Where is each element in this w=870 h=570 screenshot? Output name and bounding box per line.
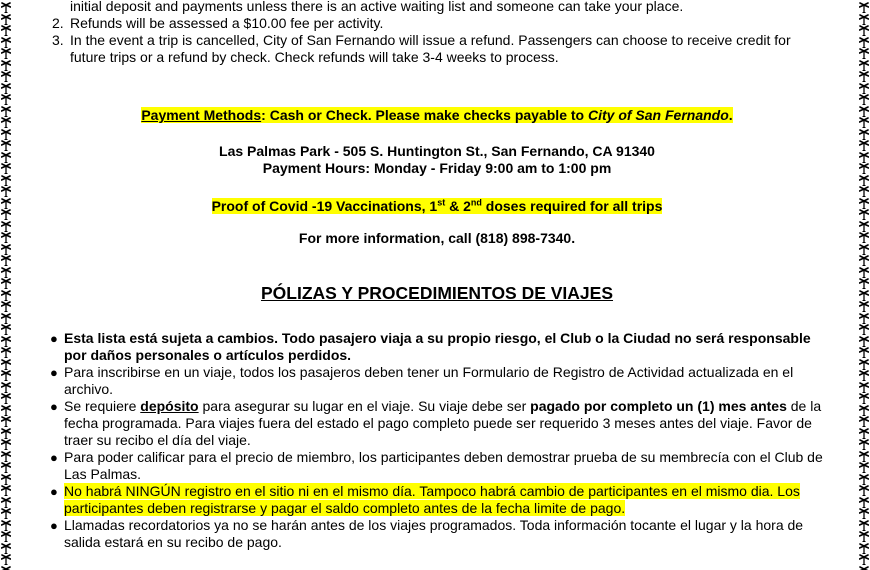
policy-bullet-1	[48, 330, 824, 364]
palm-tree-icon	[1, 138, 11, 150]
payment-colon: :	[261, 107, 266, 123]
palm-tree-icon	[1, 23, 11, 35]
palm-tree-icon	[859, 173, 869, 185]
palm-tree-icon	[1, 552, 11, 564]
palm-tree-icon	[859, 46, 869, 58]
covid-text-c: doses required for all trips	[481, 197, 663, 214]
palm-tree-icon	[859, 138, 869, 150]
palm-tree-icon	[1, 437, 11, 449]
bullet-text-part: Se requiere	[64, 398, 141, 414]
palm-tree-icon	[859, 311, 869, 323]
policy-bullet-3	[48, 398, 824, 449]
palm-tree-icon	[1, 299, 11, 311]
palm-tree-icon	[859, 426, 869, 438]
palm-tree-icon	[1, 69, 11, 81]
bullet-text-highlighted: No habrá NINGÚN registro en el sitio ni en el mismo día. Tampoco habrá cambio de participantes en el mismo dia. Los participantes deben registrarse y pagar el saldo completo antes de la fecha limite de pago.	[64, 483, 800, 516]
bullet-icon: ●	[50, 450, 58, 465]
palm-tree-icon	[1, 104, 11, 116]
item-number: 2.	[52, 15, 64, 31]
bullet-icon: ●	[50, 518, 58, 533]
palm-tree-icon	[859, 23, 869, 35]
payment-end: .	[728, 107, 733, 123]
palm-tree-icon	[859, 207, 869, 219]
palm-tree-icon	[859, 368, 869, 380]
palm-tree-icon	[859, 288, 869, 300]
palm-tree-icon	[859, 541, 869, 553]
palm-tree-icon	[1, 518, 11, 530]
info-phone: For more information, call (818) 898-7340.	[298, 230, 576, 246]
payment-methods-line	[48, 107, 826, 124]
policy-bullet-5	[48, 483, 824, 517]
palm-tree-icon	[1, 207, 11, 219]
policy-bullet-4	[48, 449, 824, 483]
spanish-section-title: PÓLIZAS Y PROCEDIMIENTOS DE VIAJES	[260, 283, 614, 303]
palm-tree-icon	[1, 253, 11, 265]
palm-tree-icon	[859, 35, 869, 47]
right-palm-border	[858, 0, 870, 570]
palm-tree-icon	[859, 58, 869, 70]
palm-tree-icon	[859, 92, 869, 104]
covid-requirement	[48, 194, 826, 215]
palm-tree-icon	[859, 518, 869, 530]
palm-tree-icon	[1, 311, 11, 323]
palm-tree-icon	[859, 161, 869, 173]
palm-tree-icon	[1, 242, 11, 254]
palm-tree-icon	[859, 357, 869, 369]
palm-tree-icon	[1, 368, 11, 380]
palm-tree-icon	[1, 345, 11, 357]
bullet-icon: ●	[50, 365, 58, 380]
palm-tree-icon	[1, 81, 11, 93]
palm-tree-icon	[1, 483, 11, 495]
palm-tree-icon	[1, 564, 11, 570]
palm-tree-icon	[859, 449, 869, 461]
bullet-text: Para poder calificar para el precio de miembro, los participantes deben demostrar prueba de su membrecía con el Club de Las Palmas.	[64, 449, 823, 482]
bullet-text: Esta lista está sujeta a cambios. Todo pasajero viaja a su propio riesgo, el Club o la Ciudad no será responsable por daños personales o artículos perdidos.	[64, 330, 811, 363]
palm-tree-icon	[859, 414, 869, 426]
palm-tree-icon	[859, 391, 869, 403]
palm-tree-icon	[1, 173, 11, 185]
palm-tree-icon	[1, 276, 11, 288]
palm-tree-icon	[1, 115, 11, 127]
palm-tree-icon	[859, 437, 869, 449]
palm-tree-icon	[1, 334, 11, 346]
covid-text-b: & 2	[445, 197, 471, 214]
palm-tree-icon	[859, 472, 869, 484]
numbered-item-3	[48, 32, 824, 66]
palm-tree-icon	[1, 161, 11, 173]
bullet-icon: ●	[50, 399, 58, 414]
item-number: 3.	[52, 32, 64, 48]
palm-tree-icon	[859, 127, 869, 139]
palm-tree-icon	[859, 81, 869, 93]
palm-tree-icon	[1, 472, 11, 484]
palm-tree-icon	[859, 506, 869, 518]
refund-numbered-list	[48, 0, 824, 66]
payee-name: City of San Fernando	[587, 107, 729, 123]
palm-tree-icon	[1, 219, 11, 231]
palm-tree-icon	[1, 403, 11, 415]
park-address: Las Palmas Park - 505 S. Huntington St., San Fernando, CA 91340	[219, 143, 655, 159]
bullet-icon: ●	[50, 331, 58, 346]
palm-tree-icon	[859, 552, 869, 564]
palm-tree-icon	[859, 230, 869, 242]
covid-text-a: Proof of Covid -19 Vaccinations, 1	[211, 197, 438, 214]
palm-tree-icon	[859, 219, 869, 231]
palm-tree-icon	[859, 115, 869, 127]
numbered-item-text: Refunds will be assessed a $10.00 fee per activity.	[70, 15, 384, 31]
payment-hours: Payment Hours: Monday - Friday 9:00 am to 1:00 pm	[262, 160, 612, 176]
palm-tree-icon	[1, 46, 11, 58]
palm-tree-icon	[1, 196, 11, 208]
bullet-icon: ●	[50, 484, 58, 499]
palm-tree-icon	[859, 529, 869, 541]
palm-tree-icon	[859, 334, 869, 346]
palm-tree-icon	[1, 184, 11, 196]
palm-tree-icon	[859, 460, 869, 472]
bullet-text-part: de la fecha programada. Para viajes fuera del estado el pago completo puede ser requerido 3 meses antes del viaje. Favor de traer su recibo el día del viaje.	[64, 398, 822, 448]
document-page	[48, 0, 826, 570]
palm-tree-icon	[1, 265, 11, 277]
policy-bullet-6	[48, 517, 824, 551]
covid-sup-2: nd	[470, 197, 482, 207]
palm-tree-icon	[859, 276, 869, 288]
palm-tree-icon	[1, 58, 11, 70]
covid-highlight	[212, 198, 663, 214]
payment-methods-label: Payment Methods	[141, 107, 262, 123]
bullet-text-part: para asegurar su lugar en el viaje. Su viaje debe ser	[198, 398, 531, 414]
palm-tree-icon	[859, 184, 869, 196]
payment-highlight	[141, 107, 732, 123]
pagado-emphasis: pagado por completo un (1) mes antes	[530, 398, 787, 414]
palm-tree-icon	[859, 322, 869, 334]
palm-tree-icon	[1, 495, 11, 507]
palm-tree-icon	[1, 288, 11, 300]
palm-tree-icon	[859, 196, 869, 208]
palm-tree-icon	[859, 495, 869, 507]
palm-tree-icon	[1, 127, 11, 139]
palm-tree-icon	[1, 35, 11, 47]
left-palm-border	[0, 0, 12, 570]
palm-tree-icon	[1, 529, 11, 541]
palm-tree-icon	[1, 391, 11, 403]
palm-tree-icon	[1, 426, 11, 438]
palm-tree-icon	[859, 253, 869, 265]
numbered-item-2	[48, 15, 824, 32]
palm-tree-icon	[859, 380, 869, 392]
palm-tree-icon	[1, 449, 11, 461]
palm-tree-icon	[859, 150, 869, 162]
numbered-item-text: initial deposit and payments unless there is an active waiting list and someone can take your place.	[70, 0, 684, 14]
palm-tree-icon	[859, 564, 869, 570]
palm-tree-icon	[859, 265, 869, 277]
covid-sup-1: st	[437, 197, 446, 207]
palm-tree-icon	[1, 150, 11, 162]
palm-tree-icon	[859, 345, 869, 357]
palm-tree-icon	[1, 414, 11, 426]
palm-tree-icon	[859, 104, 869, 116]
palm-tree-icon	[1, 506, 11, 518]
palm-tree-icon	[859, 12, 869, 24]
bullet-text: Llamadas recordatorios ya no se harán antes de los viajes programados. Toda información tocante el lugar y la hora de salida estará en su recibo de pago.	[64, 517, 804, 550]
payment-methods-text: Cash or Check. Please make checks payable to	[265, 107, 588, 123]
palm-tree-icon	[1, 0, 11, 12]
palm-tree-icon	[1, 230, 11, 242]
palm-tree-icon	[1, 322, 11, 334]
palm-tree-icon	[1, 357, 11, 369]
palm-tree-icon	[1, 12, 11, 24]
spanish-policy-list	[48, 330, 824, 551]
bullet-text: Para inscribirse en un viaje, todos los pasajeros deben tener un Formulario de Registro de Actividad actualizada en el archivo.	[64, 364, 794, 397]
palm-tree-icon	[1, 380, 11, 392]
palm-tree-icon	[859, 299, 869, 311]
palm-tree-icon	[1, 92, 11, 104]
palm-tree-icon	[1, 460, 11, 472]
palm-tree-icon	[859, 483, 869, 495]
palm-tree-icon	[859, 0, 869, 12]
policy-bullet-2	[48, 364, 824, 398]
palm-tree-icon	[859, 69, 869, 81]
numbered-item-text: In the event a trip is cancelled, City of San Fernando will issue a refund. Passengers can choose to receive credit for future trips or a refund by check. Check refunds will take 3-4 weeks to process.	[70, 32, 791, 65]
palm-tree-icon	[1, 541, 11, 553]
deposito-emphasis: depósito	[140, 398, 199, 414]
palm-tree-icon	[859, 403, 869, 415]
numbered-item-1-continued	[48, 0, 824, 15]
palm-tree-icon	[859, 242, 869, 254]
